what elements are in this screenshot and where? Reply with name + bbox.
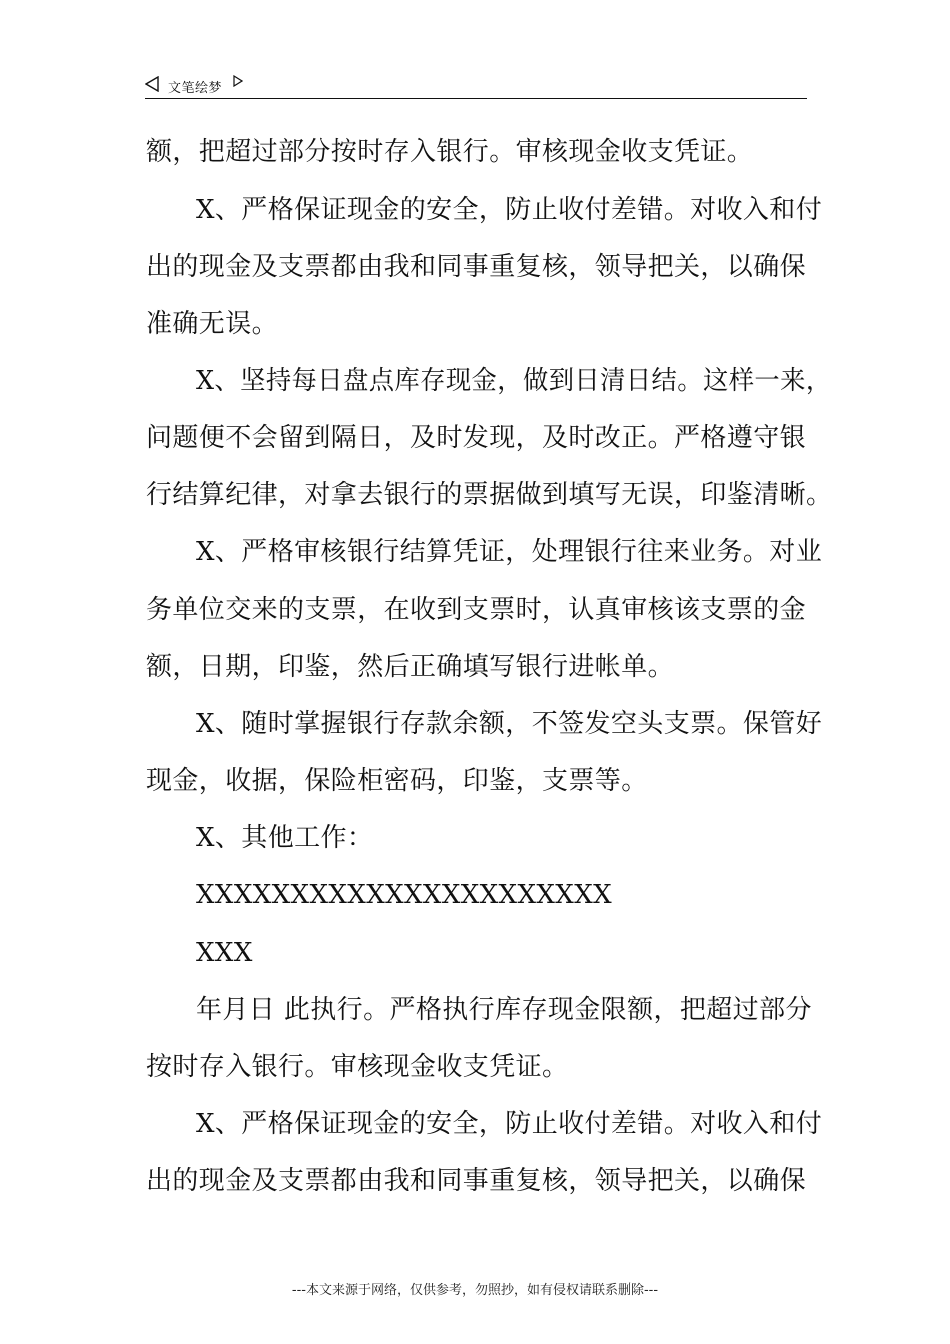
body-line: XXX xyxy=(196,938,253,968)
page-footer: ---本文来源于网络，仅供参考，勿照抄，如有侵权请联系删除--- xyxy=(291,1283,659,1298)
page-header xyxy=(145,74,807,99)
body-line: 务单位交来的支票，在收到支票时，认真审核该支票的金 xyxy=(146,595,807,625)
header-title: 文笔绘梦 xyxy=(168,81,223,96)
body-line: 额，日期，印鉴，然后正确填写银行进帐单。 xyxy=(146,652,675,682)
body-line: 出的现金及支票都由我和同事重复核，领导把关，以确保 xyxy=(146,1166,807,1196)
body-line: X、其他工作： xyxy=(196,823,374,853)
triangle-right-icon xyxy=(233,75,243,87)
triangle-left-icon xyxy=(145,76,159,92)
body-line: 问题便不会留到隔日，及时发现，及时改正。严格遵守银 xyxy=(146,423,807,453)
body-line: 行结算纪律，对拿去银行的票据做到填写无误，印鉴清晰。 xyxy=(146,480,833,510)
body-line: X、严格审核银行结算凭证，处理银行往来业务。对业 xyxy=(196,537,823,567)
body-line: X、严格保证现金的安全，防止收付差错。对收入和付 xyxy=(196,195,823,225)
body-line: XXXXXXXXXXXXXXXXXXXXXX xyxy=(196,880,613,910)
body-line: 额，把超过部分按时存入银行。审核现金收支凭证。 xyxy=(146,137,754,167)
body-line: 出的现金及支票都由我和同事重复核，领导把关，以确保 xyxy=(146,252,807,282)
body-line: X、严格保证现金的安全，防止收付差错。对收入和付 xyxy=(196,1109,823,1139)
body-line: 准确无误。 xyxy=(146,309,279,339)
body-line: 按时存入银行。审核现金收支凭证。 xyxy=(146,1052,569,1082)
body-line: X、坚持每日盘点库存现金，做到日清日结。这样一来， xyxy=(196,366,832,396)
body-line: 年月日 此执行。严格执行库存现金限额，把超过部分 xyxy=(196,995,812,1025)
body-line: 现金，收据，保险柜密码，印鉴，支票等。 xyxy=(146,766,648,796)
body-line: X、随时掌握银行存款余额，不签发空头支票。保管好 xyxy=(196,709,823,739)
